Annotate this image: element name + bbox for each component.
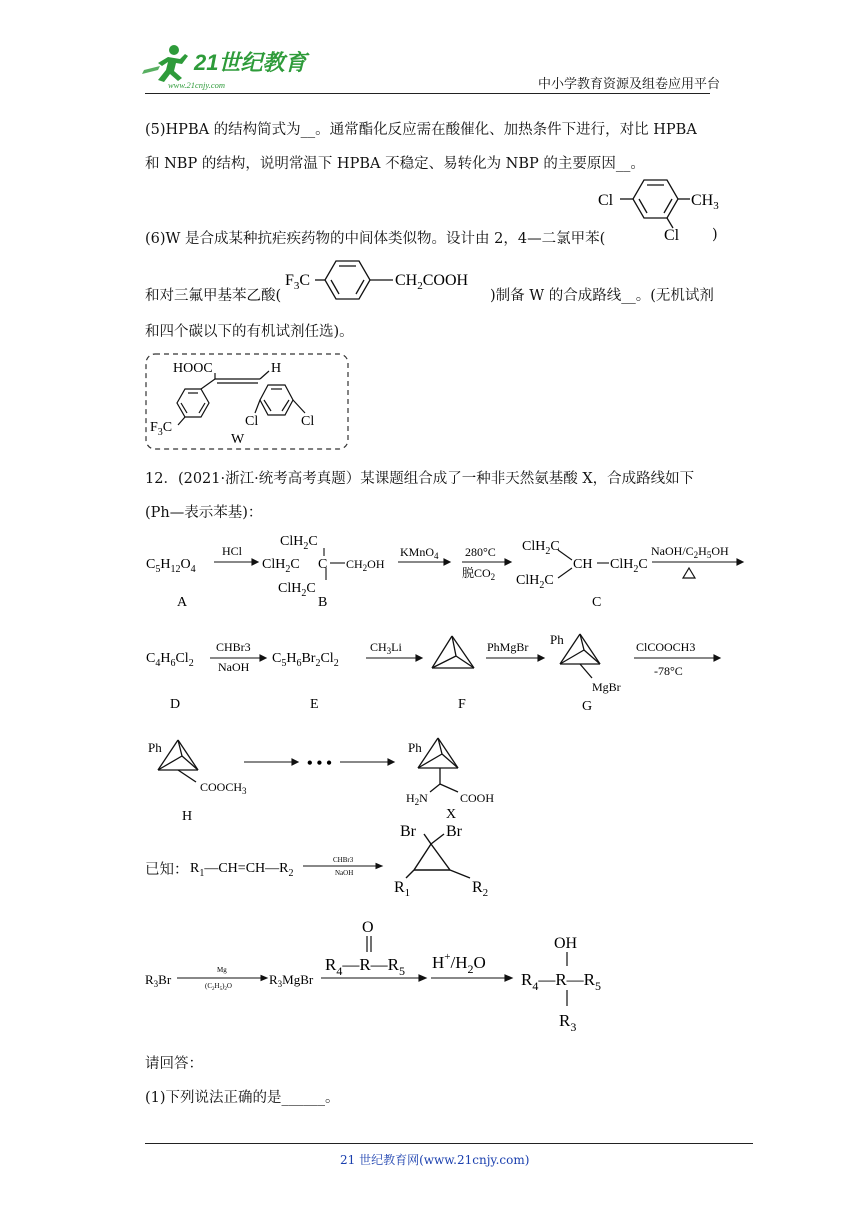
footer-rule [145, 1143, 753, 1144]
svg-text:NaOH: NaOH [335, 869, 354, 877]
svg-text:G: G [582, 699, 593, 714]
compound-w-box [145, 353, 350, 451]
svg-text:Mg: Mg [217, 966, 227, 974]
answer-intro: 请回答： [145, 1056, 203, 1072]
svg-text:H: H [271, 361, 282, 376]
svg-text:PhMgBr: PhMgBr [487, 640, 529, 654]
svg-text:Br: Br [400, 823, 416, 840]
svg-text:280°C: 280°C [465, 545, 496, 559]
svg-text:C5H12O4: $C_5H_{12}O_4$ [146, 557, 196, 575]
logo [138, 40, 313, 92]
svg-text:CH3: $CH_3$ [691, 192, 719, 212]
svg-text:Br: Br [446, 823, 462, 840]
svg-text:脱CO2: 脱$CO_2$ [462, 566, 496, 582]
svg-text:www.21cnjy.com: www.21cnjy.com [168, 80, 225, 90]
svg-text:Cl: Cl [598, 192, 614, 209]
svg-text:CH3Li: $CH_3Li$ [370, 640, 402, 656]
q5-line1: (5)HPBA 的结构简式为__。通常酯化反应需在酸催化、加热条件下进行，对比 HPBA [145, 122, 697, 138]
svg-text:HCl: HCl [222, 544, 243, 558]
q6-line2-b: )制备 W 的合成路线__。(无机试剂 [490, 288, 714, 304]
q6-line1-close: ) [712, 227, 718, 243]
svg-text:Cl: Cl [301, 414, 315, 429]
svg-text:MgBr: MgBr [592, 680, 621, 694]
q5-line2: 和 NBP 的结构，说明常温下 HPBA 不稳定、易转化为 NBP 的主要原因__。 [145, 156, 645, 172]
svg-text:C4H6Cl2: $C_4H_6Cl_2$ [146, 651, 194, 669]
svg-text:CHBr3: CHBr3 [333, 856, 354, 864]
svg-text:F: F [458, 697, 466, 712]
svg-text:Ph: Ph [148, 740, 162, 755]
header-rule [145, 93, 710, 94]
svg-text:A: A [177, 595, 188, 610]
svg-text:Ph: Ph [408, 740, 422, 755]
svg-text:NaOH/C2H5OH: NaOH/$C_2H_5OH$ [651, 544, 729, 560]
svg-text:R3: $R_3$ [559, 1011, 577, 1034]
svg-text:ClCOOCH3: ClCOOCH3 [636, 640, 696, 654]
svg-text:ClH2C: ClH$_2$C [280, 534, 318, 552]
svg-text:X: X [446, 807, 457, 822]
svg-text:ClH2C: ClH$_2$C [278, 581, 316, 599]
scheme-row-2 [140, 628, 750, 718]
svg-text:C5H6Br2Cl2: $C_5H_6Br_2Cl_2$ [272, 651, 339, 669]
svg-text:-78°C: -78°C [654, 664, 683, 678]
svg-text:R4—R—R5: $R_4—R—R_5$ [325, 955, 406, 978]
svg-text:21世纪教育: 21世纪教育 [194, 50, 307, 75]
svg-text:HOOC: HOOC [173, 361, 213, 376]
svg-text:F3C: $F_3C$ [285, 272, 311, 292]
svg-text:ClH2C: ClH$_2$C [522, 539, 560, 557]
svg-text:CH: CH [573, 557, 593, 572]
svg-text:R2: $R_2$ [472, 879, 489, 899]
svg-text:Cl: Cl [245, 414, 259, 429]
svg-text:R3MgBr: $R_3MgBr$ [269, 972, 314, 989]
svg-text:F3C: $F_3C$ [150, 420, 173, 438]
footer-link[interactable]: 21 世纪教育网(www.21cnjy.com) [340, 1153, 530, 1167]
svg-text:C: C [318, 557, 328, 572]
known-label: 已知： [145, 862, 189, 878]
svg-text:KMnO4: KMnO$_4$ [400, 545, 439, 561]
known-reaction-2 [143, 912, 623, 1037]
svg-text:CH2OH: $CH_2OH$ [346, 557, 385, 573]
svg-text:OH: OH [554, 935, 578, 952]
svg-text:• • •: • • • [307, 755, 332, 772]
svg-text:(C2H5)2O: $(C_2H_5)_2O$ [205, 982, 232, 992]
svg-text:COOH: COOH [460, 791, 495, 805]
svg-text:H: H [182, 809, 193, 823]
svg-text:D: D [170, 697, 181, 712]
scheme-row-1 [140, 528, 750, 618]
trifluoromethylphenylacetic-acid-structure [283, 256, 493, 306]
svg-text:C: C [592, 595, 602, 610]
q6-line1: (6)W 是合成某种抗疟疾药物的中间体类似物。设计由 2，4—二氯甲苯( [145, 231, 606, 247]
svg-text:H+/H2O: $H^+/H_2O$ [432, 951, 486, 976]
svg-text:Ph: Ph [550, 632, 564, 647]
answer-q1: (1)下列说法正确的是______。 [145, 1090, 340, 1106]
svg-text:R4—R—R5: $R_4—R—R_5$ [521, 970, 602, 993]
svg-text:R3Br: $R_3Br$ [145, 972, 172, 989]
svg-text:CH2COOH: $CH_2COOH$ [395, 272, 469, 292]
known-reaction-1 [188, 820, 508, 905]
svg-text:NaOH: NaOH [218, 660, 250, 674]
svg-text:E: E [310, 697, 319, 712]
svg-text:R1: $R_1$ [394, 879, 411, 899]
scheme-row-3 [140, 728, 560, 823]
q12-line2: (Ph—表示苯基)： [145, 505, 263, 521]
svg-text:R1—CH=CH—R2: $R_1—CH=CH—R_2$ [190, 861, 294, 879]
svg-text:ClH2C: ClH$_2$C [610, 557, 648, 575]
svg-text:COOCH3: $COOCH_3$ [200, 780, 247, 796]
dichlorotoluene-structure [594, 172, 724, 250]
q12-line1: 12．(2021·浙江·统考高考真题）某课题组合成了一种非天然氨基酸 X，合成路线如下 [145, 471, 695, 487]
q6-line3: 和四个碳以下的有机试剂任选)。 [145, 324, 354, 340]
svg-text:B: B [318, 595, 328, 610]
svg-text:O: O [362, 919, 374, 936]
svg-text:H2N: $H_2N$ [406, 791, 428, 807]
svg-text:CHBr3: CHBr3 [216, 640, 251, 654]
q6-line2-a: 和对三氟甲基苯乙酸( [145, 288, 282, 304]
svg-text:ClH2C: ClH$_2$C [516, 573, 554, 591]
runner-icon [142, 45, 188, 82]
platform-name: 中小学教育资源及组卷应用平台 [538, 77, 721, 92]
svg-text:W: W [231, 432, 245, 447]
svg-text:Cl: Cl [664, 227, 680, 244]
svg-text:ClH2C: ClH$_2$C [262, 557, 300, 575]
